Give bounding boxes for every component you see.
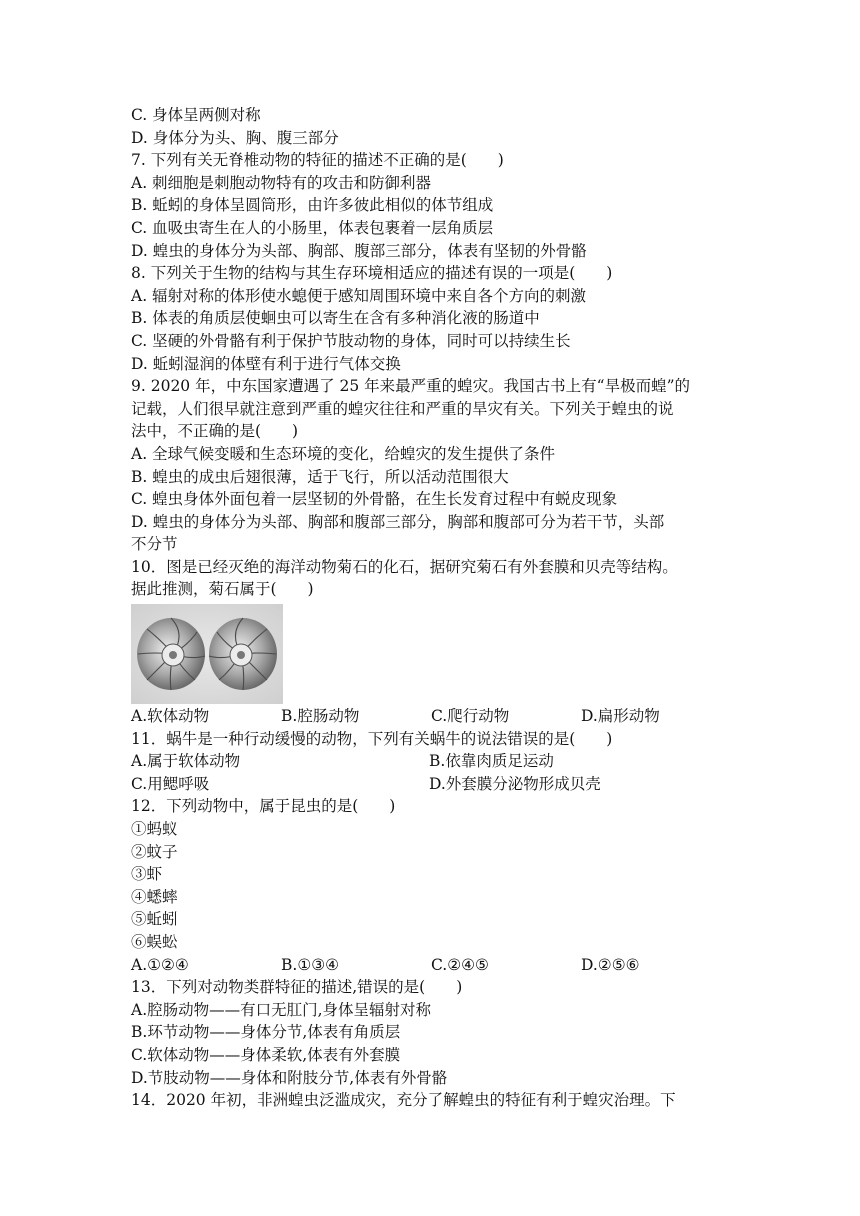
q13-option-b: B.环节动物——身体分节,体表有角质层 (131, 1023, 401, 1042)
q13-stem: 13．下列对动物类群特征的描述,错误的是( ) (131, 978, 463, 997)
q11-option-d: D.外套膜分泌物形成贝壳 (429, 774, 601, 793)
q7-option-d: D. 蝗虫的身体分为头部、胸部、腹部三部分，体表有坚韧的外骨骼 (131, 241, 587, 260)
q9-stem-line-2: 记载，人们很早就注意到严重的蝗灾往往和严重的旱灾有关。下列关于蝗虫的说 (131, 399, 674, 418)
q7-option-c: C. 血吸虫寄生在人的小肠里，体表包裹着一层角质层 (131, 218, 494, 237)
q9-option-b: B. 蝗虫的成虫后翅很薄，适于飞行，所以活动范围很大 (131, 467, 509, 486)
q10-option-a: A.软体动物 (131, 707, 210, 726)
q12-item-6: ⑥蜈蚣 (131, 933, 178, 951)
q10-option-c: C.爬行动物 (431, 707, 510, 726)
q12-item-5: ⑤蚯蚓 (131, 910, 178, 929)
ammonite-right (209, 618, 277, 690)
q9-option-c: C. 蝗虫身体外面包着一层坚韧的外骨骼，在生长发育过程中有蜕皮现象 (131, 490, 618, 509)
q11-option-b: B.依靠肉质足运动 (429, 752, 554, 771)
ammonite-left (137, 618, 205, 690)
q10-option-b: B.腔肠动物 (281, 707, 360, 726)
q11-stem: 11．蜗牛是一种行动缓慢的动物，下列有关蜗牛的说法错误的是( ) (131, 729, 613, 748)
q12-option-b: B.①③④ (281, 955, 340, 974)
q9-option-d-continued: 不分节 (131, 535, 178, 554)
question-sheet (131, 104, 731, 1112)
q9-option-d: D. 蝗虫的身体分为头部、胸部和腹部三部分，胸部和腹部可分为若干节，头部 (131, 512, 665, 531)
q12-item-3: ③虾 (131, 865, 163, 884)
q9-stem-line-3: 法中，不正确的是( ) (131, 422, 299, 441)
q14-stem: 14．2020 年初，非洲蝗虫泛滥成灾，充分了解蝗虫的特征有利于蝗灾治理。下 (131, 1091, 676, 1110)
q8-option-d: D. 蚯蚓湿润的体壁有利于进行气体交换 (131, 354, 401, 373)
q6-option-d: D. 身体分为头、胸、腹三部分 (131, 128, 339, 147)
q13-option-c: C.软体动物——身体柔软,体表有外套膜 (131, 1045, 401, 1064)
q10-stem-line-2: 据此推测，菊石属于( ) (131, 580, 314, 599)
q12-item-2: ②蚊子 (131, 842, 178, 861)
q11-option-a: A.属于软体动物 (131, 752, 241, 771)
q12-stem: 12．下列动物中，属于昆虫的是( ) (131, 797, 396, 816)
q12-item-4: ④蟋蟀 (131, 887, 178, 906)
q7-option-a: A. 刺细胞是刺胞动物特有的攻击和防御利器 (131, 173, 432, 192)
q12-option-a: A.①②④ (131, 955, 189, 974)
q13-option-d: D.节肢动物——身体和附肢分节,体表有外骨骼 (131, 1068, 448, 1087)
q8-option-c: C. 坚硬的外骨骼有利于保护节肢动物的身体，同时可以持续生长 (131, 331, 571, 350)
q13-option-a: A.腔肠动物——有口无肛门,身体呈辐射对称 (131, 1000, 432, 1019)
q8-option-b: B. 体表的角质层使蛔虫可以寄生在含有多种消化液的肠道中 (131, 309, 540, 328)
q9-stem-line-1: 9. 2020 年，中东国家遭遇了 25 年来最严重的蝗灾。我国古书上有“旱极而蝗”的 (131, 377, 691, 396)
q6-option-c: C. 身体呈两侧对称 (131, 106, 261, 124)
q11-option-c: C.用鳃呼吸 (131, 774, 210, 793)
q11-options-row-1 (131, 750, 731, 773)
q11-options-row-2 (131, 773, 731, 796)
q8-stem: 8. 下列关于生物的结构与其生存环境相适应的描述有误的一项是( ) (131, 264, 613, 283)
q7-option-b: B. 蚯蚓的身体呈圆筒形，由许多彼此相似的体节组成 (131, 196, 494, 215)
q9-option-a: A. 全球气候变暖和生态环境的变化，给蝗灾的发生提供了条件 (131, 444, 556, 463)
q8-option-a: A. 辐射对称的体形使水螅便于感知周围环境中来自各个方向的刺激 (131, 286, 587, 305)
q10-option-d: D.扁形动物 (581, 707, 660, 726)
q10-options (131, 705, 731, 728)
ammonite-fossil-image (131, 604, 283, 704)
q12-option-d: D.②⑤⑥ (581, 955, 640, 974)
q12-item-1: ①蚂蚁 (131, 820, 178, 839)
q10-stem-line-1: 10．图是已经灭绝的海洋动物菊石的化石，据研究菊石有外套膜和贝壳等结构。 (131, 557, 678, 576)
q12-option-c: C.②④⑤ (431, 955, 489, 974)
q12-options (131, 954, 731, 977)
q7-stem: 7. 下列有关无脊椎动物的特征的描述不正确的是( ) (131, 151, 504, 170)
